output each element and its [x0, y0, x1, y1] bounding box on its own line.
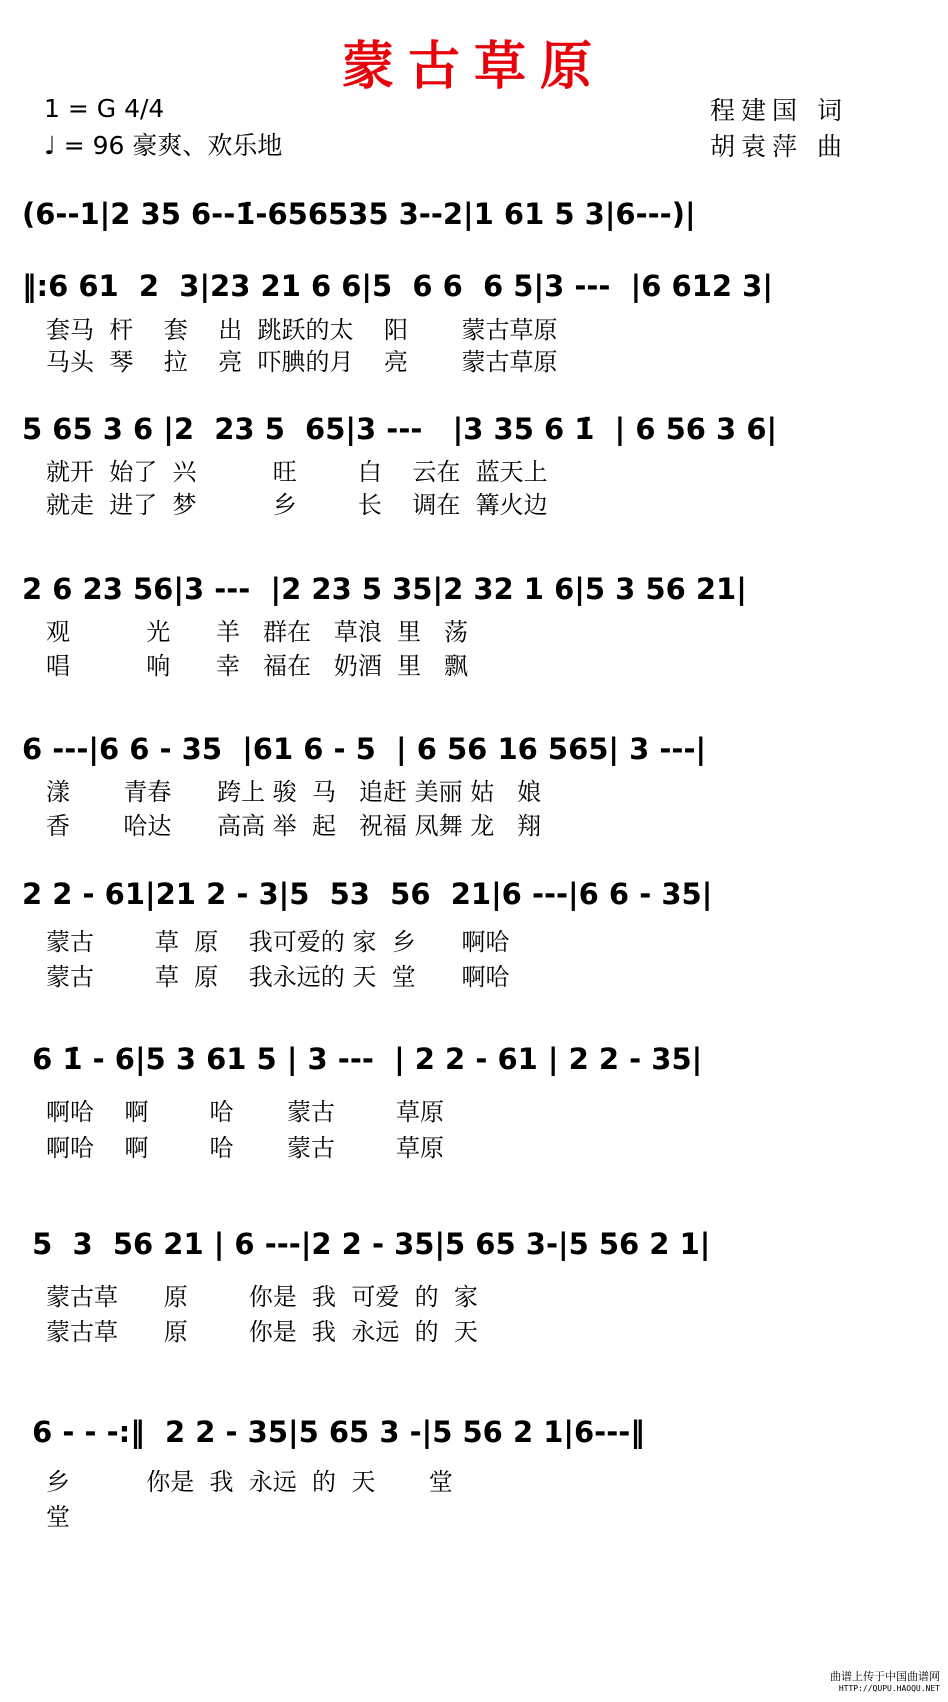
watermark: [830, 1670, 940, 1694]
lyric-row-6-verse-2: 蒙古 草 原 我永远的 天 堂 啊哈: [46, 963, 510, 991]
lyric-row-7-verse-1: 啊哈 啊 哈 蒙古 草原: [46, 1098, 444, 1126]
song-title: 蒙古草原: [341, 36, 606, 97]
lyric-row-9-verse-1: 乡 你是 我 永远 的 天 堂: [46, 1468, 453, 1496]
lyric-row-6-verse-1: 蒙古 草 原 我可爱的 家 乡 啊哈: [46, 928, 510, 956]
lyric-row-8-verse-1: 蒙古草 原 你是 我 可爱 的 家: [46, 1283, 478, 1311]
score-row-8: 5 3 56 21 | 6 ---|2 2 - 35|5 65 3-|5 56 2 1|: [22, 1227, 711, 1261]
lyric-row-4-verse-1: 观 光 羊 群在 草浪 里 荡: [46, 618, 468, 646]
score-row-9: 6 - - -:‖ 2 2 - 35|5 65 3 -|5 56 2 1|6---‖: [22, 1415, 645, 1449]
composer-credit: 胡袁萍 曲: [710, 132, 848, 161]
lyric-row-3-verse-1: 就开 始了 兴 旺 白 云在 蓝天上: [46, 458, 548, 486]
key-signature: 1 = G 4/4: [44, 94, 165, 123]
lyric-row-9-verse-2: 堂: [46, 1503, 70, 1531]
score-row-4: 2 6 23 56|3 --- |2 23 5 35|2 32 1 6|5 3 56 21|: [22, 572, 747, 606]
lyric-row-4-verse-2: 唱 响 幸 福在 奶酒 里 飘: [46, 652, 468, 680]
lyric-row-5-verse-2: 香 哈达 高高 举 起 祝福 凤舞 龙 翔: [46, 812, 542, 840]
score-row-1: (6--1|2 35 6--1̇-656535 3--2|1 61 5 3|6---)|: [22, 197, 696, 231]
score-row-5: 6 ---|6 6 - 35 |61 6 - 5 | 6 56 16 565| 3 ---|: [22, 732, 707, 766]
lyricist-credit: 程建国 词: [710, 96, 848, 125]
score-row-2: ‖:6 61 2 3|23 21 6 6|5 6 6 6 5|3 --- |6 612 3|: [22, 269, 773, 303]
score-row-7: 6 1̇ - 6|5 3 61 5 | 3 --- | 2 2 - 61 | 2 2 - 35|: [22, 1042, 703, 1076]
watermark-text: 曲谱上传于中国曲谱网: [830, 1670, 940, 1684]
lyric-row-2-verse-2: 马头 琴 拉 亮 吓腆的月 亮 蒙古草原: [46, 348, 558, 376]
lyric-row-2-verse-1: 套马 杆 套 出 跳跃的太 阳 蒙古草原: [46, 316, 558, 344]
lyric-row-5-verse-1: 漾 青春 跨上 骏 马 追赶 美丽 姑 娘: [46, 778, 542, 806]
lyric-row-3-verse-2: 就走 进了 梦 乡 长 调在 篝火边: [46, 491, 548, 519]
lyric-row-8-verse-2: 蒙古草 原 你是 我 永远 的 天: [46, 1318, 478, 1346]
score-row-6: 2 2 - 61|21 2 - 3|5 53 56 21|6 ---|6 6 - 35|: [22, 877, 713, 911]
tempo-mood: ♩ = 96 豪爽、欢乐地: [44, 131, 283, 160]
lyric-row-7-verse-2: 啊哈 啊 哈 蒙古 草原: [46, 1134, 444, 1162]
score-row-3: 5 65 3 6 |2 23 5 65|3 --- |3 35 6 1̇ | 6 56 3 6|: [22, 412, 778, 446]
watermark-url: HTTP://QUPU.HAOQU.NET: [838, 1684, 940, 1693]
